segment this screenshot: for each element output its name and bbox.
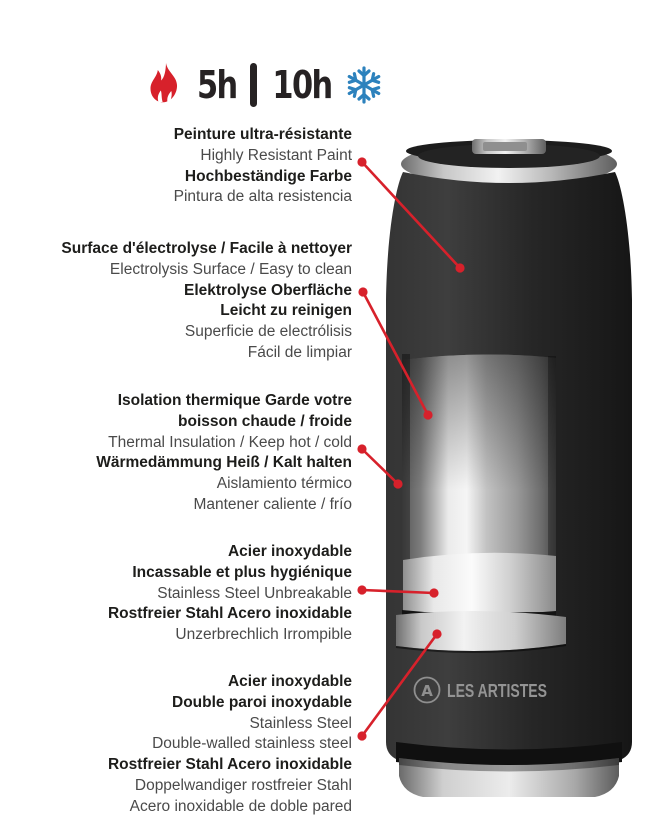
annotation-line: Aislamiento térmico xyxy=(216,475,352,493)
annotation-line: Unzerbrechlich Irrompible xyxy=(175,626,352,644)
inner-wall-top-shade xyxy=(402,354,556,490)
annotation-line: Incassable et plus hygiénique xyxy=(132,563,352,581)
annotation-line: Highly Resistant Paint xyxy=(200,146,352,164)
annotation-line: Doppelwandiger rostfreier Stahl xyxy=(134,776,352,794)
inner-wall-steel-band xyxy=(403,553,556,612)
cold-hours-label: 10h xyxy=(271,63,332,107)
annotation-line: Superficie de electrólisis xyxy=(184,323,352,341)
annotation-line: Acero inoxidable de doble pared xyxy=(129,797,352,815)
annotation-line: Stainless Steel xyxy=(249,714,352,732)
annotation-line: Mantener caliente / frío xyxy=(193,495,352,513)
annotation-line: Leicht zu reinigen xyxy=(220,302,352,320)
callout-dot xyxy=(357,731,366,740)
callout-dot xyxy=(357,157,366,166)
brand-text: LES ARTISTES xyxy=(447,681,547,701)
annotation-line: Stainless Steel Unbreakable xyxy=(157,584,352,602)
callout-dot xyxy=(455,263,464,272)
annotation-line: Fácil de limpiar xyxy=(247,343,352,361)
annotation-line: Electrolysis Surface / Easy to clean xyxy=(109,260,352,278)
annotation-line: Peinture ultra-résistante xyxy=(173,126,352,143)
callout-dot xyxy=(393,479,402,488)
annotation-line: Rostfreier Stahl Acero inoxidable xyxy=(107,756,352,774)
annotation-line: Thermal Insulation / Keep hot / cold xyxy=(108,433,352,451)
callout-dot xyxy=(358,287,367,296)
callout-dot xyxy=(357,444,366,453)
callout-dot xyxy=(429,588,438,597)
annotation-line: Double paroi inoxydable xyxy=(172,693,352,711)
callout-dot xyxy=(357,585,366,594)
hot-hours-label: 5h xyxy=(196,63,237,107)
callout-dot xyxy=(423,410,432,419)
annotation-line: Double-walled stainless steel xyxy=(152,735,352,753)
annotation-line: Acier inoxydable xyxy=(227,673,352,690)
annotation-line: Rostfreier Stahl Acero inoxidable xyxy=(107,605,352,623)
annotation-line: Pintura de alta resistencia xyxy=(173,188,352,206)
callout-dot xyxy=(432,629,441,638)
annotation-line: Surface d'électrolyse / Facile à nettoyer xyxy=(61,240,352,257)
annotation-line: boisson chaude / froide xyxy=(178,412,352,430)
annotation-line: Elektrolyse Oberfläche xyxy=(184,281,352,299)
logo-monogram: A xyxy=(421,682,433,700)
lid-latch-slider xyxy=(483,142,527,151)
annotation-line: Hochbeständige Farbe xyxy=(184,167,352,185)
annotation-line: Wärmedämmung Heiß / Kalt halten xyxy=(96,454,352,472)
annotation-line: Acier inoxydable xyxy=(227,543,352,560)
outer-wall-steel-band xyxy=(396,611,566,651)
annotation-line: Isolation thermique Garde votre xyxy=(117,392,352,409)
cutaway-window xyxy=(396,354,566,652)
